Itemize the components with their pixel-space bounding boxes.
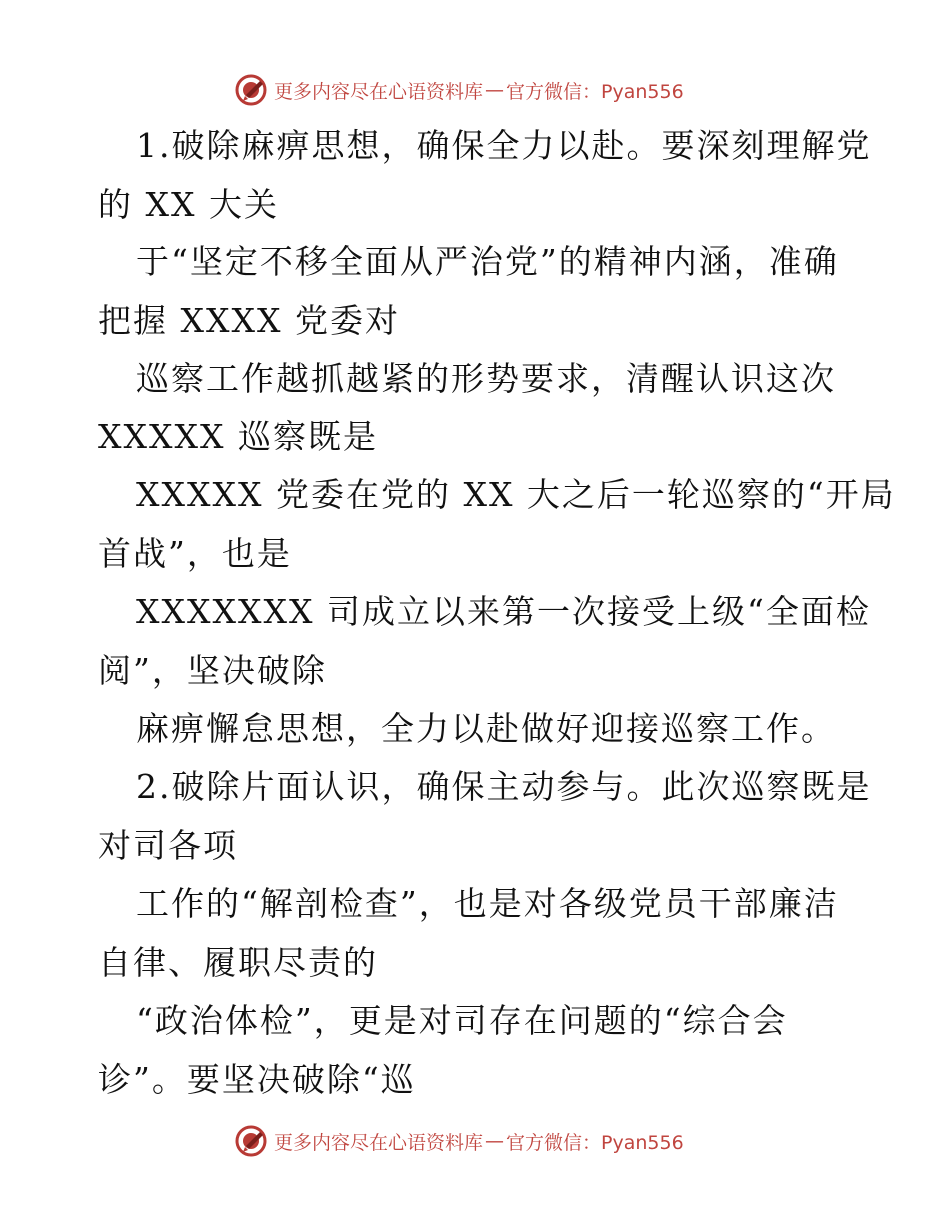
watermark-title: 更多内容尽在心语资料库 (274, 1131, 484, 1154)
text-line: XXXXX 巡察既是 (98, 417, 378, 456)
text-line: 首战”，也是 (98, 534, 292, 573)
watermark-contact: 官方微信：Pyan556 (506, 1131, 684, 1154)
text-line: 工作的“解剖检查”，也是对各级党员干部廉洁 (136, 884, 839, 923)
text-line: 的 XX 大关 (98, 185, 279, 224)
text-line: 对司各项 (98, 826, 238, 865)
text-line: XXXXX 党委在党的 XX 大之后一轮巡察的“开局 (136, 475, 896, 514)
watermark-footer (234, 1124, 714, 1158)
text-line: 麻痹懈怠思想，全力以赴做好迎接巡察工作。 (136, 709, 836, 748)
text-line: 2.破除片面认识，确保主动参与。此次巡察既是 (136, 767, 872, 806)
text-line: “政治体检”，更是对司存在问题的“综合会 (136, 1001, 788, 1040)
text-line: 阅”，坚决破除 (98, 651, 327, 690)
watermark-title: 更多内容尽在心语资料库 (274, 80, 484, 103)
text-line: 自律、履职尽责的 (98, 943, 378, 982)
text-line: 诊”。要坚决破除“巡 (98, 1060, 416, 1099)
text-line: 巡察工作越抓越紧的形势要求，清醒认识这次 (136, 359, 836, 398)
watermark-dash: — (485, 79, 505, 101)
pen-logo-icon (234, 1124, 268, 1158)
watermark-dash: — (485, 1130, 505, 1152)
text-line: XXXXXXX 司成立以来第一次接受上级“全面检 (136, 592, 871, 631)
text-line: 把握 XXXX 党委对 (98, 301, 400, 340)
text-line: 于“坚定不移全面从严治党”的精神内涵，准确 (136, 242, 839, 281)
watermark-contact: 官方微信：Pyan556 (506, 80, 684, 103)
text-line: 1.破除麻痹思想，确保全力以赴。要深刻理解党 (136, 126, 872, 165)
